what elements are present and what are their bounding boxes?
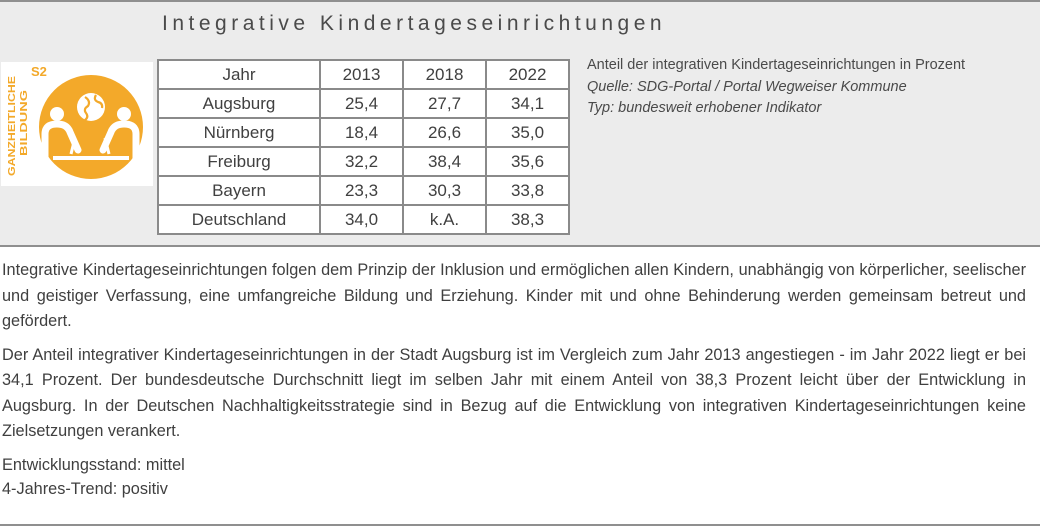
value-cell: 38,3: [486, 205, 569, 234]
paragraph-analysis: Der Anteil integrativer Kindertageseinrichtungen in der Stadt Augsburg ist im Vergleich zum Jahr 2013 angestiegen - im Jahr 2022 liegt er bei 34,1 Prozent. Der bundesdeutsche Durchschnitt liegt im selben Jahr mit einem Anteil von 38,3 Prozent leicht über der Entwicklung in Augsburg. In der Deutschen Nachhaltigkeitsstrategie sind in Bezug auf die Entwicklung von integrativen Kindertageseinrichtungen keine Zielsetzungen verankert.: [2, 345, 1026, 440]
value-cell: 25,4: [320, 89, 403, 118]
value-cell: 33,8: [486, 176, 569, 205]
bottom-divider: [0, 524, 1040, 526]
sdg-logo: [1, 62, 153, 186]
indicator-info: [587, 55, 965, 120]
status-trend: 4-Jahres-Trend: positiv: [2, 479, 168, 498]
value-cell: 18,4: [320, 118, 403, 147]
table-header-row: [158, 60, 569, 89]
page-title: Integrative Kindertageseinrichtungen: [162, 12, 667, 35]
logo-code: S2: [31, 64, 47, 79]
description-text: [2, 258, 1026, 501]
region-cell: Bayern: [158, 176, 320, 205]
header-panel: [0, 0, 1040, 247]
value-cell: 23,3: [320, 176, 403, 205]
table-row: [158, 205, 569, 234]
table-row: [158, 147, 569, 176]
education-icon: [31, 74, 149, 186]
header-cell: 2018: [403, 60, 486, 89]
value-cell: 35,6: [486, 147, 569, 176]
indicator-type: Typ: bundesweit erhobener Indikator: [587, 100, 822, 116]
value-cell: 30,3: [403, 176, 486, 205]
region-cell: Freiburg: [158, 147, 320, 176]
region-cell: Nürnberg: [158, 118, 320, 147]
logo-side-label-line1: GANZHEITLICHE: [6, 90, 18, 176]
table-row: [158, 176, 569, 205]
header-cell: 2013: [320, 60, 403, 89]
header-cell: Jahr: [158, 60, 320, 89]
value-cell: 35,0: [486, 118, 569, 147]
status-development: Entwicklungsstand: mittel: [2, 455, 185, 474]
logo-side-label: [4, 74, 30, 178]
logo-side-label-line2: BILDUNG: [18, 108, 30, 156]
region-cell: Deutschland: [158, 205, 320, 234]
value-cell: 34,1: [486, 89, 569, 118]
table-row: [158, 118, 569, 147]
region-cell: Augsburg: [158, 89, 320, 118]
indicator-source: Quelle: SDG-Portal / Portal Wegweiser Kommune: [587, 78, 907, 95]
value-cell: 27,7: [403, 89, 486, 118]
value-cell: k.A.: [403, 205, 486, 234]
value-cell: 32,2: [320, 147, 403, 176]
paragraph-intro: Integrative Kindertageseinrichtungen folgen dem Prinzip der Inklusion und ermöglichen allen Kindern, unabhängig von körperlicher, seelischer und geistiger Verfassung, eine umfangreiche Bildung und Erziehung. Kinder mit und ohne Behinderung werden gemeinsam betreut und gefördert.: [2, 261, 1026, 330]
value-cell: 34,0: [320, 205, 403, 234]
value-cell: 26,6: [403, 118, 486, 147]
data-table: [157, 59, 570, 235]
indicator-description: Anteil der integrativen Kindertageseinrichtungen in Prozent: [587, 57, 966, 73]
table-row: [158, 89, 569, 118]
value-cell: 38,4: [403, 147, 486, 176]
header-cell: 2022: [486, 60, 569, 89]
